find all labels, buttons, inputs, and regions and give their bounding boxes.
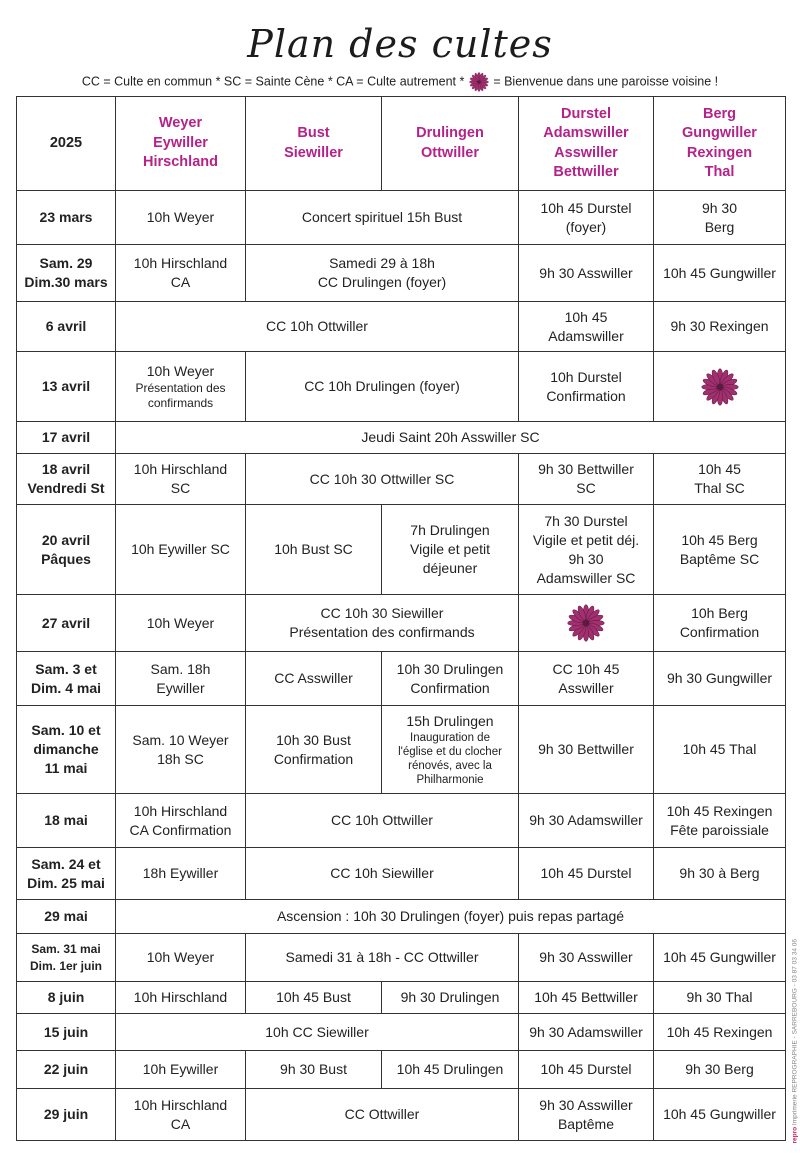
- cell-line: Confirmation: [546, 387, 626, 404]
- cell-line: Présentation des confirmands: [289, 624, 475, 640]
- header-line: Rexingen: [686, 144, 753, 161]
- cell-line: CA Confirmation: [129, 821, 232, 838]
- cell: 9h 30 Bettwiller: [519, 706, 654, 794]
- cell-line: Confirmation: [410, 679, 490, 696]
- cell: Concert spirituel 15h Bust: [246, 191, 519, 245]
- cell: [246, 245, 519, 302]
- cell-line: 9h 30: [568, 550, 604, 567]
- cell-line: rénovés, avec la: [408, 760, 492, 772]
- cell-line: 10h 45: [698, 461, 741, 477]
- cell-line: Thal SC: [694, 480, 745, 496]
- cell: 9h 30 Rexingen: [654, 302, 786, 352]
- cell: 10h 45 Durstel: [519, 1051, 654, 1089]
- cell-line: 9h 30: [701, 199, 738, 216]
- header-line: Eywiller: [153, 134, 208, 151]
- date-cell: 15 juin: [17, 1014, 116, 1051]
- cell: [116, 1089, 246, 1141]
- cell-line: 10h Hirschland: [133, 461, 228, 477]
- date-cell: [17, 848, 116, 900]
- cell: [519, 454, 654, 505]
- cell: [116, 352, 246, 422]
- date-cell: 6 avril: [17, 302, 116, 352]
- header-col2: [246, 97, 382, 191]
- cell-line: 9h 30 Bettwiller: [538, 461, 634, 477]
- cell-line: Baptême SC: [679, 550, 760, 567]
- cell-line: Adamswiller: [548, 327, 624, 344]
- printer-brand: repro: [791, 1126, 799, 1144]
- cell-line: Vigile et petit déj.: [532, 531, 640, 548]
- cell: Samedi 31 à 18h - CC Ottwiller: [246, 934, 519, 982]
- table-row: [17, 422, 786, 454]
- cell-line: déjeuner: [422, 560, 478, 576]
- table-row: [17, 191, 786, 245]
- cell-line: CA: [170, 274, 191, 290]
- cell-line: 7h Drulingen: [410, 522, 490, 538]
- cell: CC 10h Drulingen (foyer): [246, 352, 519, 422]
- table-row: [17, 900, 786, 934]
- table-row: [17, 706, 786, 794]
- cell-line: 18h SC: [157, 750, 204, 767]
- cell: [116, 652, 246, 706]
- header-line: Thal: [704, 164, 735, 180]
- cell: 10h 45 Durstel: [519, 848, 654, 900]
- header-line: Ottwiller: [420, 144, 479, 161]
- header-line: Gungwiller: [682, 125, 757, 141]
- cell-line: 20 avril: [41, 531, 91, 548]
- cell: [519, 505, 654, 595]
- cell-line: 11 mai: [44, 760, 88, 776]
- legend-text-after: = Bienvenue dans une paroisse voisine !: [493, 74, 719, 89]
- cell: [116, 794, 246, 848]
- cell-line: 10h Hirschland: [133, 1096, 228, 1113]
- date-cell: [17, 454, 116, 505]
- cell-line: Asswiller: [558, 679, 614, 696]
- cell: 10h Bust SC: [246, 505, 382, 595]
- cell: CC Asswiller: [246, 652, 382, 706]
- cell: [519, 302, 654, 352]
- cell-line: Dim.30 mars: [24, 274, 108, 290]
- cell-line: 10h Hirschland: [133, 255, 228, 271]
- date-cell: [17, 706, 116, 794]
- date-cell: 17 avril: [17, 422, 116, 454]
- cell-line: 10h Durstel: [550, 368, 622, 385]
- cell-line: CC 10h 45: [552, 660, 620, 677]
- cell-line: Confirmation: [679, 624, 760, 640]
- cell-line: Sam. 24 et: [31, 855, 101, 872]
- year-header: 2025: [17, 97, 116, 191]
- cell: 10h CC Siewiller: [116, 1014, 519, 1051]
- printer-text: Imprimerie REPROGRAPHIE - SARREBOURG - 03 87 03 34 06: [791, 939, 799, 1126]
- cell: 9h 30 Berg: [654, 1051, 786, 1089]
- cell-line: Samedi 29 à 18h: [329, 255, 435, 271]
- cell: [246, 706, 382, 794]
- cell-line: Dim. 25 mai: [27, 874, 105, 891]
- cell: 10h 45 Gungwiller: [654, 245, 786, 302]
- table-row: [17, 1051, 786, 1089]
- cell: CC 10h Siewiller: [246, 848, 519, 900]
- header-col1: [116, 97, 246, 191]
- cell: [116, 245, 246, 302]
- cell-line: CC 10h 30 Siewiller: [320, 605, 444, 621]
- cell: 9h 30 Asswiller: [519, 245, 654, 302]
- cell: [654, 454, 786, 505]
- cell-line: Vendredi St: [27, 480, 105, 496]
- table-row: [17, 302, 786, 352]
- flower-icon: [469, 72, 489, 92]
- header-line: Asswiller: [554, 144, 618, 161]
- cell-line: 10h 30 Bust: [276, 731, 351, 748]
- date-cell: 29 juin: [17, 1089, 116, 1141]
- cell: [519, 191, 654, 245]
- cell: 10h 45 Rexingen: [654, 1014, 786, 1051]
- cell: [654, 505, 786, 595]
- date-cell: 8 juin: [17, 982, 116, 1014]
- header-line: Hirschland: [143, 154, 218, 171]
- header-line: Adamswiller: [543, 125, 629, 141]
- cell-line: (foyer): [565, 218, 607, 235]
- table-row: [17, 245, 786, 302]
- cell: [382, 706, 519, 794]
- cell: 10h 45 Bettwiller: [519, 982, 654, 1014]
- table-row: [17, 595, 786, 652]
- cell-line: Sam. 29: [39, 255, 93, 271]
- cell: 9h 30 Asswiller: [519, 934, 654, 982]
- cell: 10h 45 Thal: [654, 706, 786, 794]
- cell: [382, 505, 519, 595]
- cell: [519, 652, 654, 706]
- header-col5: [654, 97, 786, 191]
- cell-line: 10h Berg: [691, 605, 748, 621]
- cell-line: 10h Hirschland: [133, 802, 228, 819]
- cell: 10h 45 Drulingen: [382, 1051, 519, 1089]
- table-row: [17, 652, 786, 706]
- cell: [519, 352, 654, 422]
- cell-line: dimanche: [33, 741, 99, 757]
- page-title: Plan des cultes: [247, 22, 553, 66]
- header-col3: [382, 97, 519, 191]
- cell: 10h Weyer: [116, 934, 246, 982]
- date-cell: [17, 505, 116, 595]
- header-line: Drulingen: [416, 125, 484, 141]
- cell: [654, 352, 786, 422]
- header-col4: [519, 97, 654, 191]
- cell: 9h 30 Adamswiller: [519, 1014, 654, 1051]
- cell: 10h 45 Gungwiller: [654, 1089, 786, 1141]
- cell-line: Dim. 4 mai: [30, 679, 102, 696]
- cell-line: Présentation des: [135, 381, 226, 395]
- date-cell: [17, 652, 116, 706]
- date-cell: 29 mai: [17, 900, 116, 934]
- header-line: Siewiller: [284, 144, 343, 161]
- cell-line: CA: [170, 1115, 191, 1132]
- table-row: [17, 454, 786, 505]
- cell-line: Confirmation: [273, 750, 354, 767]
- cell: [382, 652, 519, 706]
- cell: Jeudi Saint 20h Asswiller SC: [116, 422, 786, 454]
- cell-line: Sam. 3 et: [35, 660, 97, 677]
- cell: [654, 595, 786, 652]
- cell: 9h 30 à Berg: [654, 848, 786, 900]
- flower-icon: [701, 368, 739, 406]
- cell-line: Sam. 10 Weyer: [132, 731, 229, 748]
- cell-line: 9h 30 Asswiller: [539, 1096, 633, 1113]
- date-cell: 23 mars: [17, 191, 116, 245]
- cell-line: Sam. 18h: [150, 660, 211, 677]
- flower-icon: [567, 604, 605, 642]
- table-row: [17, 982, 786, 1014]
- cell-line: CC Drulingen (foyer): [317, 274, 447, 290]
- legend-text-before: CC = Culte en commun * SC = Sainte Cène * CA = Culte autrement *: [81, 74, 465, 89]
- cell-line: Inauguration de: [410, 732, 490, 744]
- cell: CC 10h 30 Ottwiller SC: [246, 454, 519, 505]
- cell-line: 10h 45: [564, 308, 608, 325]
- table-row: [17, 934, 786, 982]
- cell: 9h 30 Adamswiller: [519, 794, 654, 848]
- cell: CC 10h Ottwiller: [116, 302, 519, 352]
- cell: [654, 794, 786, 848]
- header-line: Durstel: [561, 105, 611, 122]
- cell-line: Baptême: [557, 1115, 615, 1132]
- cell-line: SC: [576, 480, 596, 496]
- cell-line: SC: [170, 480, 191, 496]
- cell-line: 10h Weyer: [146, 363, 215, 379]
- header-line: Berg: [702, 105, 737, 122]
- legend: [0, 72, 800, 92]
- cell-line: Adamswiller SC: [536, 569, 636, 586]
- cell-line: 10h 45 Berg: [681, 531, 758, 548]
- cell-line: 10h 45 Rexingen: [666, 802, 773, 819]
- cell-line: 18 avril: [41, 461, 91, 477]
- header-line: Weyer: [158, 115, 203, 132]
- cell: [519, 1089, 654, 1141]
- cell: [116, 706, 246, 794]
- cell: CC Ottwiller: [246, 1089, 519, 1141]
- date-cell: 27 avril: [17, 595, 116, 652]
- cell: [116, 454, 246, 505]
- cell-line: Sam. 10 et: [31, 722, 101, 738]
- date-cell: [17, 934, 116, 982]
- header-row: [17, 97, 786, 191]
- cell-line: Pâques: [41, 550, 91, 567]
- cell-line: Eywiller: [156, 679, 205, 696]
- cell-line: 7h 30 Durstel: [544, 512, 628, 529]
- cell: 10h Hirschland: [116, 982, 246, 1014]
- cell-line: l'église et du clocher: [398, 746, 502, 758]
- cell: 10h Weyer: [116, 191, 246, 245]
- table-row: [17, 1014, 786, 1051]
- cell: 9h 30 Drulingen: [382, 982, 519, 1014]
- table-row: [17, 848, 786, 900]
- cell: [654, 191, 786, 245]
- cell: 10h 45 Bust: [246, 982, 382, 1014]
- printer-imprint: [788, 939, 800, 1155]
- cell: 18h Eywiller: [116, 848, 246, 900]
- cell: [246, 595, 519, 652]
- cell-line: 10h 30 Drulingen: [396, 660, 504, 677]
- header-line: Bust: [297, 125, 330, 141]
- date-cell: [17, 245, 116, 302]
- cell: 9h 30 Thal: [654, 982, 786, 1014]
- table-row: [17, 352, 786, 422]
- cell: [519, 595, 654, 652]
- cell-line: Philharmonie: [416, 774, 484, 786]
- cell-line: Vigile et petit: [410, 541, 490, 557]
- date-cell: 13 avril: [17, 352, 116, 422]
- cell-line: 10h 45 Durstel: [540, 199, 632, 216]
- cell: 9h 30 Bust: [246, 1051, 382, 1089]
- date-cell: 18 mai: [17, 794, 116, 848]
- schedule-table: [16, 96, 786, 1141]
- cell-line: Dim. 1er juin: [29, 958, 103, 973]
- cell: 10h Eywiller SC: [116, 505, 246, 595]
- date-cell: 22 juin: [17, 1051, 116, 1089]
- cell-line: confirmands: [147, 396, 214, 410]
- cell: 10h Eywiller: [116, 1051, 246, 1089]
- cell: 10h Weyer: [116, 595, 246, 652]
- cell-line: Berg: [704, 218, 735, 235]
- cell: Ascension : 10h 30 Drulingen (foyer) puis repas partagé: [116, 900, 786, 934]
- cell: 10h 45 Gungwiller: [654, 934, 786, 982]
- cell-line: 15h Drulingen: [406, 713, 494, 729]
- table-row: [17, 794, 786, 848]
- cell-line: Fête paroissiale: [670, 821, 769, 838]
- table-row: [17, 1089, 786, 1141]
- header-line: Bettwiller: [553, 164, 619, 180]
- cell: 9h 30 Gungwiller: [654, 652, 786, 706]
- cell-line: Sam. 31 mai: [31, 941, 101, 956]
- table-row: [17, 505, 786, 595]
- cell: CC 10h Ottwiller: [246, 794, 519, 848]
